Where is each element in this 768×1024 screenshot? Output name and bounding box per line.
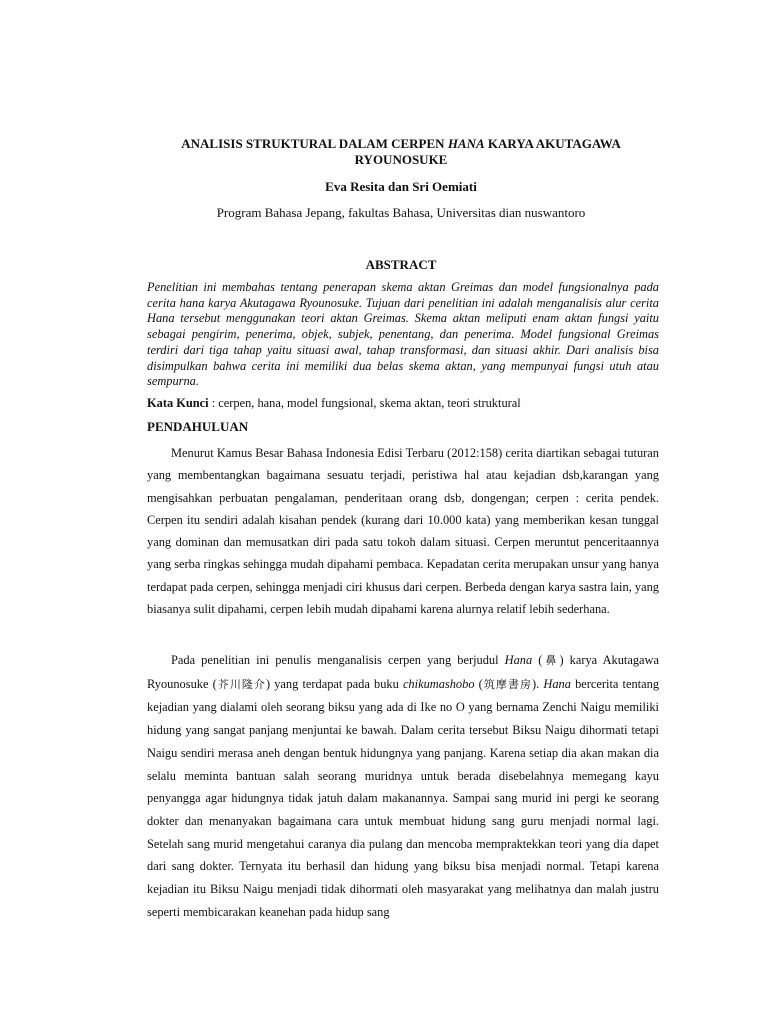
p2-book-italic: chikumashobo [402, 676, 475, 691]
p2-text-g: bercerita tentang kejadian yang dialami oleh seorang biksu yang ada di Ike no O yang bernama Zenchi Naigu memiliki hidung yang sangat panjang menjuntai ke bawah. Dalam cerita tersebut Biksu Naigu dihormati tetapi Naigu sendiri merasa aneh dengan bentuk hidungnya yang panjang. Karena setiap dia akan makan dia selalu meminta bantuan salah seorang muridnya untuk berada disebelahnya memegang kayu penyangga agar hidungnya tidak jatuh dalam makanannya. Sampai sang murid ini pergi ke seorang dokter dan menanyakan bagaimana cara untuk membuat hidung sang guru menjadi normal lagi. Setelah sang murid mengetahui caranya dia pulang dan mencoba mempraktekkan teori yang dia dapet dari sang dokter. Ternyata itu berhasil dan hidung yang biksu bisa menjadi normal. Tetapi karena kejadian itu Biksu Naigu menjadi tidak dihormati oleh masyarakat yang melihatnya dan malah justru seperti membicarakan keanehan pada hidup sang [147, 676, 660, 919]
p2-text-b: ( [532, 653, 543, 667]
paper-authors: Eva Resita dan Sri Oemiati [325, 179, 477, 194]
intro-paragraph-1: Menurut Kamus Besar Bahasa Indonesia Edisi Terbaru (2012:158) cerita diartikan sebagai tuturan yang membentangkan bagaimana sesuatu terjadi, peristiwa hal atau kejadian dsb,karangan yang mengisahkan perbuatan pengalaman, penderitaan orang dsb, dongengan; cerpen : cerita pendek. Cerpen itu sendiri adalah kisahan pendek (kurang dari 10.000 kata) yang memberikan kesan tunggal yang dominan dan memusatkan diri pada satu tokoh dalam situasi. Cerpen meruntut penceritaannya yang serba ringkas sehingga mudah dipahami pembaca. Kepadatan cerita merupakan unsur yang hanya terdapat pada cerpen, sehingga menjadi ciri khusus dari cerpen. Berbeda dengan karya sastra lain, yang biasanya sulit dipahami, cerpen lebih mudah dipahami karena alurnya relatif lebih sederhana. [147, 446, 659, 617]
paper-affiliation: Program Bahasa Jepang, fakultas Bahasa, Universitas dian nuswantoro [216, 205, 586, 220]
intro-paragraph-2 [147, 649, 659, 923]
keywords-label: Kata Kunci [147, 396, 209, 410]
p2-kanji-book: 筑摩書房 [482, 677, 533, 691]
p2-hana-italic: Hana [504, 653, 533, 667]
p2-text-c: ) karya Akutagawa Ryounosuke ( [147, 653, 660, 691]
p2-hana2-italic: Hana [543, 676, 571, 691]
p2-text-a: Pada penelitian ini penulis menganalisis cerpen yang berjudul [171, 653, 505, 667]
p2-kanji-author: 芥川隆介 [216, 677, 266, 691]
title-line1-end: KARYA AKUTAGAWA [484, 136, 621, 151]
p2-text-f: ). [532, 676, 544, 691]
section-heading-pendahuluan: PENDAHULUAN [147, 419, 249, 434]
p2-text-e: ( [474, 676, 483, 691]
keywords-value: : cerpen, hana, model fungsional, skema aktan, teori struktural [208, 396, 521, 410]
keywords-line [147, 395, 659, 411]
title-line2: RYOUNOSUKE [354, 152, 448, 167]
title-line1-italic: HANA [447, 136, 485, 151]
abstract-heading: ABSTRACT [365, 257, 437, 272]
p2-kanji-hana: 鼻 [542, 654, 560, 667]
abstract-body: Penelitian ini membahas tentang penerapan skema aktan Greimas dan model fungsionalnya pada cerita hana karya Akutagawa Ryounosuke. Tujuan dari penelitian ini adalah menganalisis alur cerita Hana tersebut menggunakan teori aktan Greimas. Skema aktan meliputi enam aktan fungsi yaitu sebagai pengirim, penerima, objek, subjek, penentang, dan penerima. Model fungsional Greimas terdiri dari tiga tahap yaitu situasi awal, tahap transformasi, dan situasi akhir. Dari analisis bisa disimpulkan bahwa cerita ini memiliki dua belas skema aktan, yang mempunyai fungsi utuh atau sempurna. [147, 280, 659, 389]
title-line1-start: ANALISIS STRUKTURAL DALAM CERPEN [181, 136, 448, 151]
paper-title [150, 136, 652, 168]
p2-text-d: ) yang terdapat pada buku [265, 676, 403, 691]
